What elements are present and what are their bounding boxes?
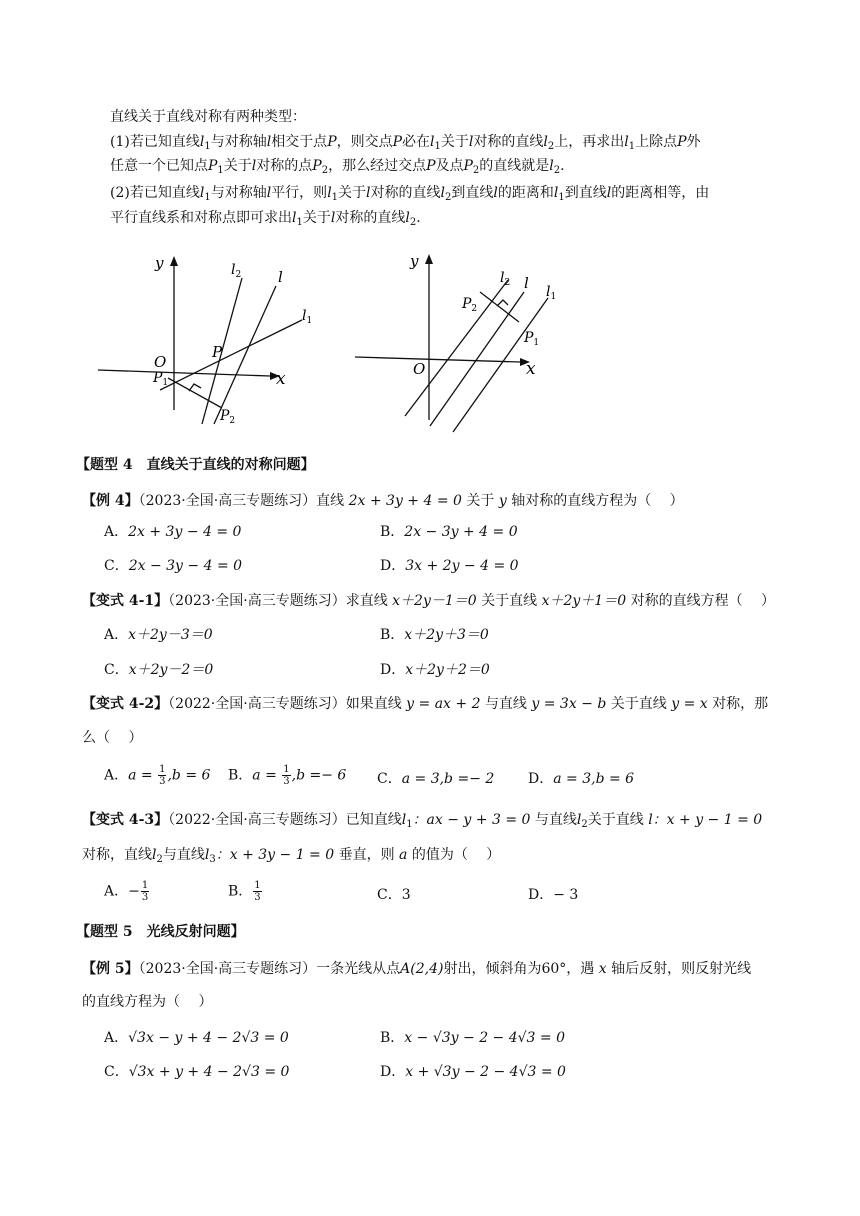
variant-4-3-option-b[interactable]: B． $\frac{1}{3}$ xyxy=(228,880,261,903)
example-4-option-b[interactable]: B．2x − 3y + 4 = 0 xyxy=(380,524,518,540)
section-4-title: 【题型 4 直线关于直线的对称问题】 xyxy=(76,457,315,473)
example-5-stem-line-2: 的直线方程为（ ） xyxy=(82,994,213,1010)
variant-4-3-option-c[interactable]: C．3 xyxy=(377,887,411,903)
fig2-label-l: l xyxy=(524,274,529,292)
figure-parallel-lines xyxy=(350,250,580,435)
example-5-option-b[interactable]: B．x − √3y − 2 − 4√3 = 0 xyxy=(380,1030,566,1046)
variant-4-2-option-d[interactable]: D．a = 3,b = 6 xyxy=(528,771,635,787)
fig2-label-l1: $l_1$ xyxy=(546,284,557,302)
variant-4-1-stem: 【变式 4-1】（2023·全国·高三专题练习）求直线 x＋2y－1＝0 关于直线 x＋2y＋1＝0 对称的直线方程（ ） xyxy=(82,593,776,609)
example-5-option-a[interactable]: A．√3x − y + 4 − 2√3 = 0 xyxy=(104,1030,289,1046)
variant-4-3-stem-line-2: 对称，直线$l_2$与直线$l_3$：x + 3y − 1 = 0 垂直，则 a 的值为（ ） xyxy=(82,847,501,865)
fig2-label-O: O xyxy=(413,360,426,378)
example-4-option-c[interactable]: C．2x − 3y − 4 = 0 xyxy=(104,558,243,574)
fig1-label-l: l xyxy=(278,268,283,286)
variant-4-2-option-a[interactable]: A．a = $\frac{1}{3}$ ,b = 6 xyxy=(104,764,211,787)
variant-4-2-stem-line-2: 么（ ） xyxy=(82,730,143,746)
fig2-label-P1: $P_1$ xyxy=(524,330,540,348)
variant-4-3-option-d[interactable]: D．− 3 xyxy=(528,887,579,903)
fig1-label-l1: $l_1$ xyxy=(302,308,313,326)
variant-4-1-option-a[interactable]: A．x＋2y－3＝0 xyxy=(104,627,213,643)
variant-4-2-option-b[interactable]: B．a = $\frac{1}{3}$ ,b =− 6 xyxy=(228,764,347,787)
example-5-option-c[interactable]: C．√3x + y + 4 − 2√3 = 0 xyxy=(104,1064,290,1080)
fig1-label-P2: $P_2$ xyxy=(220,408,236,426)
example-4-stem: 【例 4】（2023·全国·高三专题练习）直线 2x + 3y + 4 = 0 关于 y 轴对称的直线方程为（ ） xyxy=(82,493,684,509)
fig1-label-O: O xyxy=(154,353,167,371)
variant-4-2-stem-line-1: 【变式 4-2】（2022·全国·高三专题练习）如果直线 y = ax + 2 与直线 y = 3x − b 关于直线 y = x 对称，那 xyxy=(82,696,769,712)
variant-4-1-option-c[interactable]: C．x＋2y－2＝0 xyxy=(104,662,214,678)
fig2-label-x: x xyxy=(526,359,536,379)
variant-4-3-stem-line-1: 【变式 4-3】（2022·全国·高三专题练习）已知直线$l_1$：ax − y + 3 = 0 与直线$l_2$关于直线 l：x + y − 1 = 0 xyxy=(82,812,763,830)
fig1-label-l2: $l_2$ xyxy=(231,262,242,280)
example-5-stem-line-1: 【例 5】（2023·全国·高三专题练习）一条光线从点A(2,4)射出，倾斜角为60°，遇 x 轴后反射，则反射光线 xyxy=(82,961,752,977)
intro-line-1: 直线关于直线对称有两种类型： xyxy=(110,109,306,125)
section-5-title: 【题型 5 光线反射问题】 xyxy=(76,924,245,940)
intro-paragraph-2-line-2: 平行直线系和对称点即可求出$l_1$关于l对称的直线$l_2$. xyxy=(110,210,421,228)
fig1-label-P1: $P_1$ xyxy=(153,370,169,388)
intro-paragraph-2-line-1: (2)若已知直线$l_1$与对称轴l平行，则$l_1$关于l对称的直线$l_2$到直线l的距离和$l_1$到直线l的距离相等，由 xyxy=(110,185,710,203)
fig2-label-P2: $P_2$ xyxy=(462,296,478,314)
figure-intersecting-lines xyxy=(90,250,330,435)
intro-paragraph-1-line-1: (1)若已知直线$l_1$与对称轴l相交于点P，则交点P必在$l_1$关于l对称的直线$l_2$上，再求出$l_1$上除点P外 xyxy=(110,134,701,152)
example-5-option-d[interactable]: D．x + √3y − 2 − 4√3 = 0 xyxy=(380,1064,566,1080)
example-4-option-a[interactable]: A．2x + 3y − 4 = 0 xyxy=(104,524,242,540)
fig1-label-P: P xyxy=(212,343,223,361)
fig2-label-y: y xyxy=(410,252,419,270)
fig1-label-y: y xyxy=(155,254,164,272)
intro-paragraph-1-line-2: 任意一个已知点$P_1$关于l对称的点$P_2$，那么经过交点P及点$P_2$的直线就是$l_2$. xyxy=(110,158,565,176)
variant-4-2-option-c[interactable]: C．a = 3,b =− 2 xyxy=(377,771,495,787)
fig1-label-x: x xyxy=(276,369,286,389)
variant-4-3-option-a[interactable]: A．− $\frac{1}{3}$ xyxy=(104,880,149,903)
example-4-option-d[interactable]: D．3x + 2y − 4 = 0 xyxy=(380,558,519,574)
variant-4-1-option-d[interactable]: D．x＋2y＋2＝0 xyxy=(380,662,490,678)
fig2-label-l2: $l_2$ xyxy=(500,270,511,288)
variant-4-1-option-b[interactable]: B．x＋2y＋3＝0 xyxy=(380,627,489,643)
